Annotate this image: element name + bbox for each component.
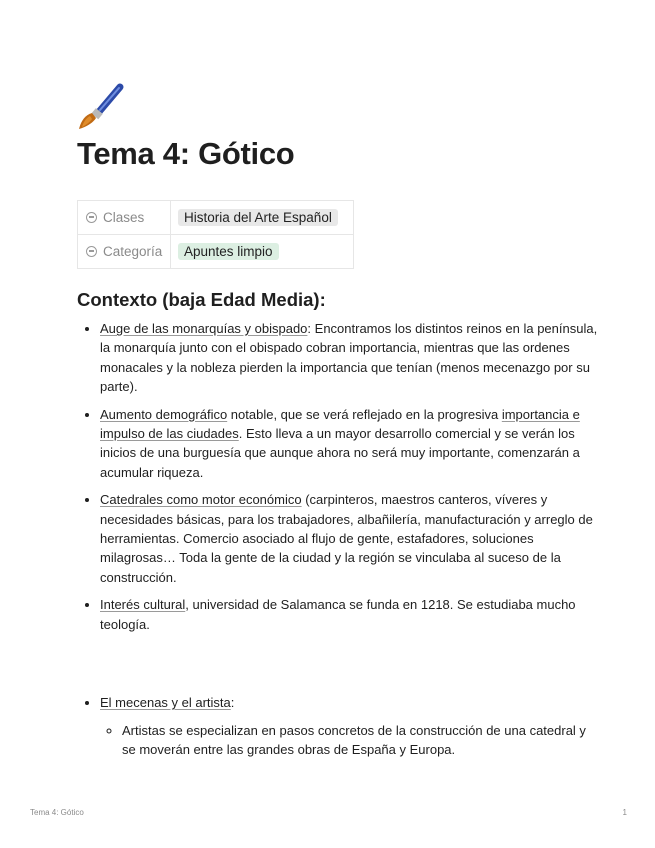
select-property-icon (86, 212, 97, 223)
list-item (100, 595, 600, 634)
list-item (100, 693, 600, 759)
property-tag-categoria[interactable]: Apuntes limpio (178, 243, 279, 260)
bullet-text: : Encontramos los distintos reinos en la península, la monarquía junto con el obispado cobran importancia, mientras que las ordenes monacales y la nobleza pierden la importancia que tenían (menos mecenazgo por su parte). (100, 321, 598, 395)
bullet-term: Aumento demográfico (100, 406, 228, 422)
list-item (100, 405, 600, 483)
property-row-categoria (78, 235, 354, 269)
section-heading: Contexto (baja Edad Media): (77, 289, 326, 310)
list-item (100, 490, 600, 587)
paintbrush-icon (76, 83, 124, 131)
page-number: 1 (622, 808, 627, 817)
sub-list-item: ◦ Artistas se especializan en pasos concretos de la construcción de una catedral y se moverán entre las grandes obras de España y Europa. (122, 721, 600, 760)
bullet-term: Auge de las monarquías y obispado (100, 321, 308, 336)
bullet-term: Catedrales como motor económico (100, 492, 302, 508)
properties-table (77, 200, 354, 269)
bullet-text: , universidad de Salamanca se funda en 1218. Se estudiaba mucho teología. (100, 597, 576, 632)
property-row-clases (78, 201, 354, 235)
context-bullet-list (77, 319, 600, 767)
bullet-text: (carpinteros, maestros canteros, víveres y necesidades básicas, para los trabajadores, albañilería, manufacturación y arreglo de herramientas. Comercio asociado al flujo de gente, estafadores, soluciones milagrosas… Toda la gente de la ciudad y la región se vinculaba al suceso de la construcción. (100, 492, 593, 585)
bullet-text: notable, que se verá reflejado en la progresiva (227, 406, 502, 422)
bullet-term: Interés cultural (100, 597, 186, 613)
bullet-text: : (230, 695, 235, 711)
list-item (100, 319, 600, 397)
bullet-term-secondary: importancia e impulso de las ciudades (100, 406, 580, 442)
bullet-text: . Esto lleva a un mayor desarrollo comercial y se verán los inicios de una burguesía que aunque ahora no será muy importante, comenzarán a acumular riqueza. (100, 426, 580, 480)
footer-title: Tema 4: Gótico (30, 808, 84, 817)
sub-bullet-list (100, 721, 600, 760)
property-label: Clases (103, 210, 145, 225)
property-label: Categoría (103, 244, 163, 259)
page-title: Tema 4: Gótico (77, 136, 295, 171)
bullet-term: El mecenas y el artista (100, 695, 231, 711)
select-property-icon (86, 246, 97, 257)
property-tag-clases[interactable]: Historia del Arte Español (178, 209, 338, 226)
